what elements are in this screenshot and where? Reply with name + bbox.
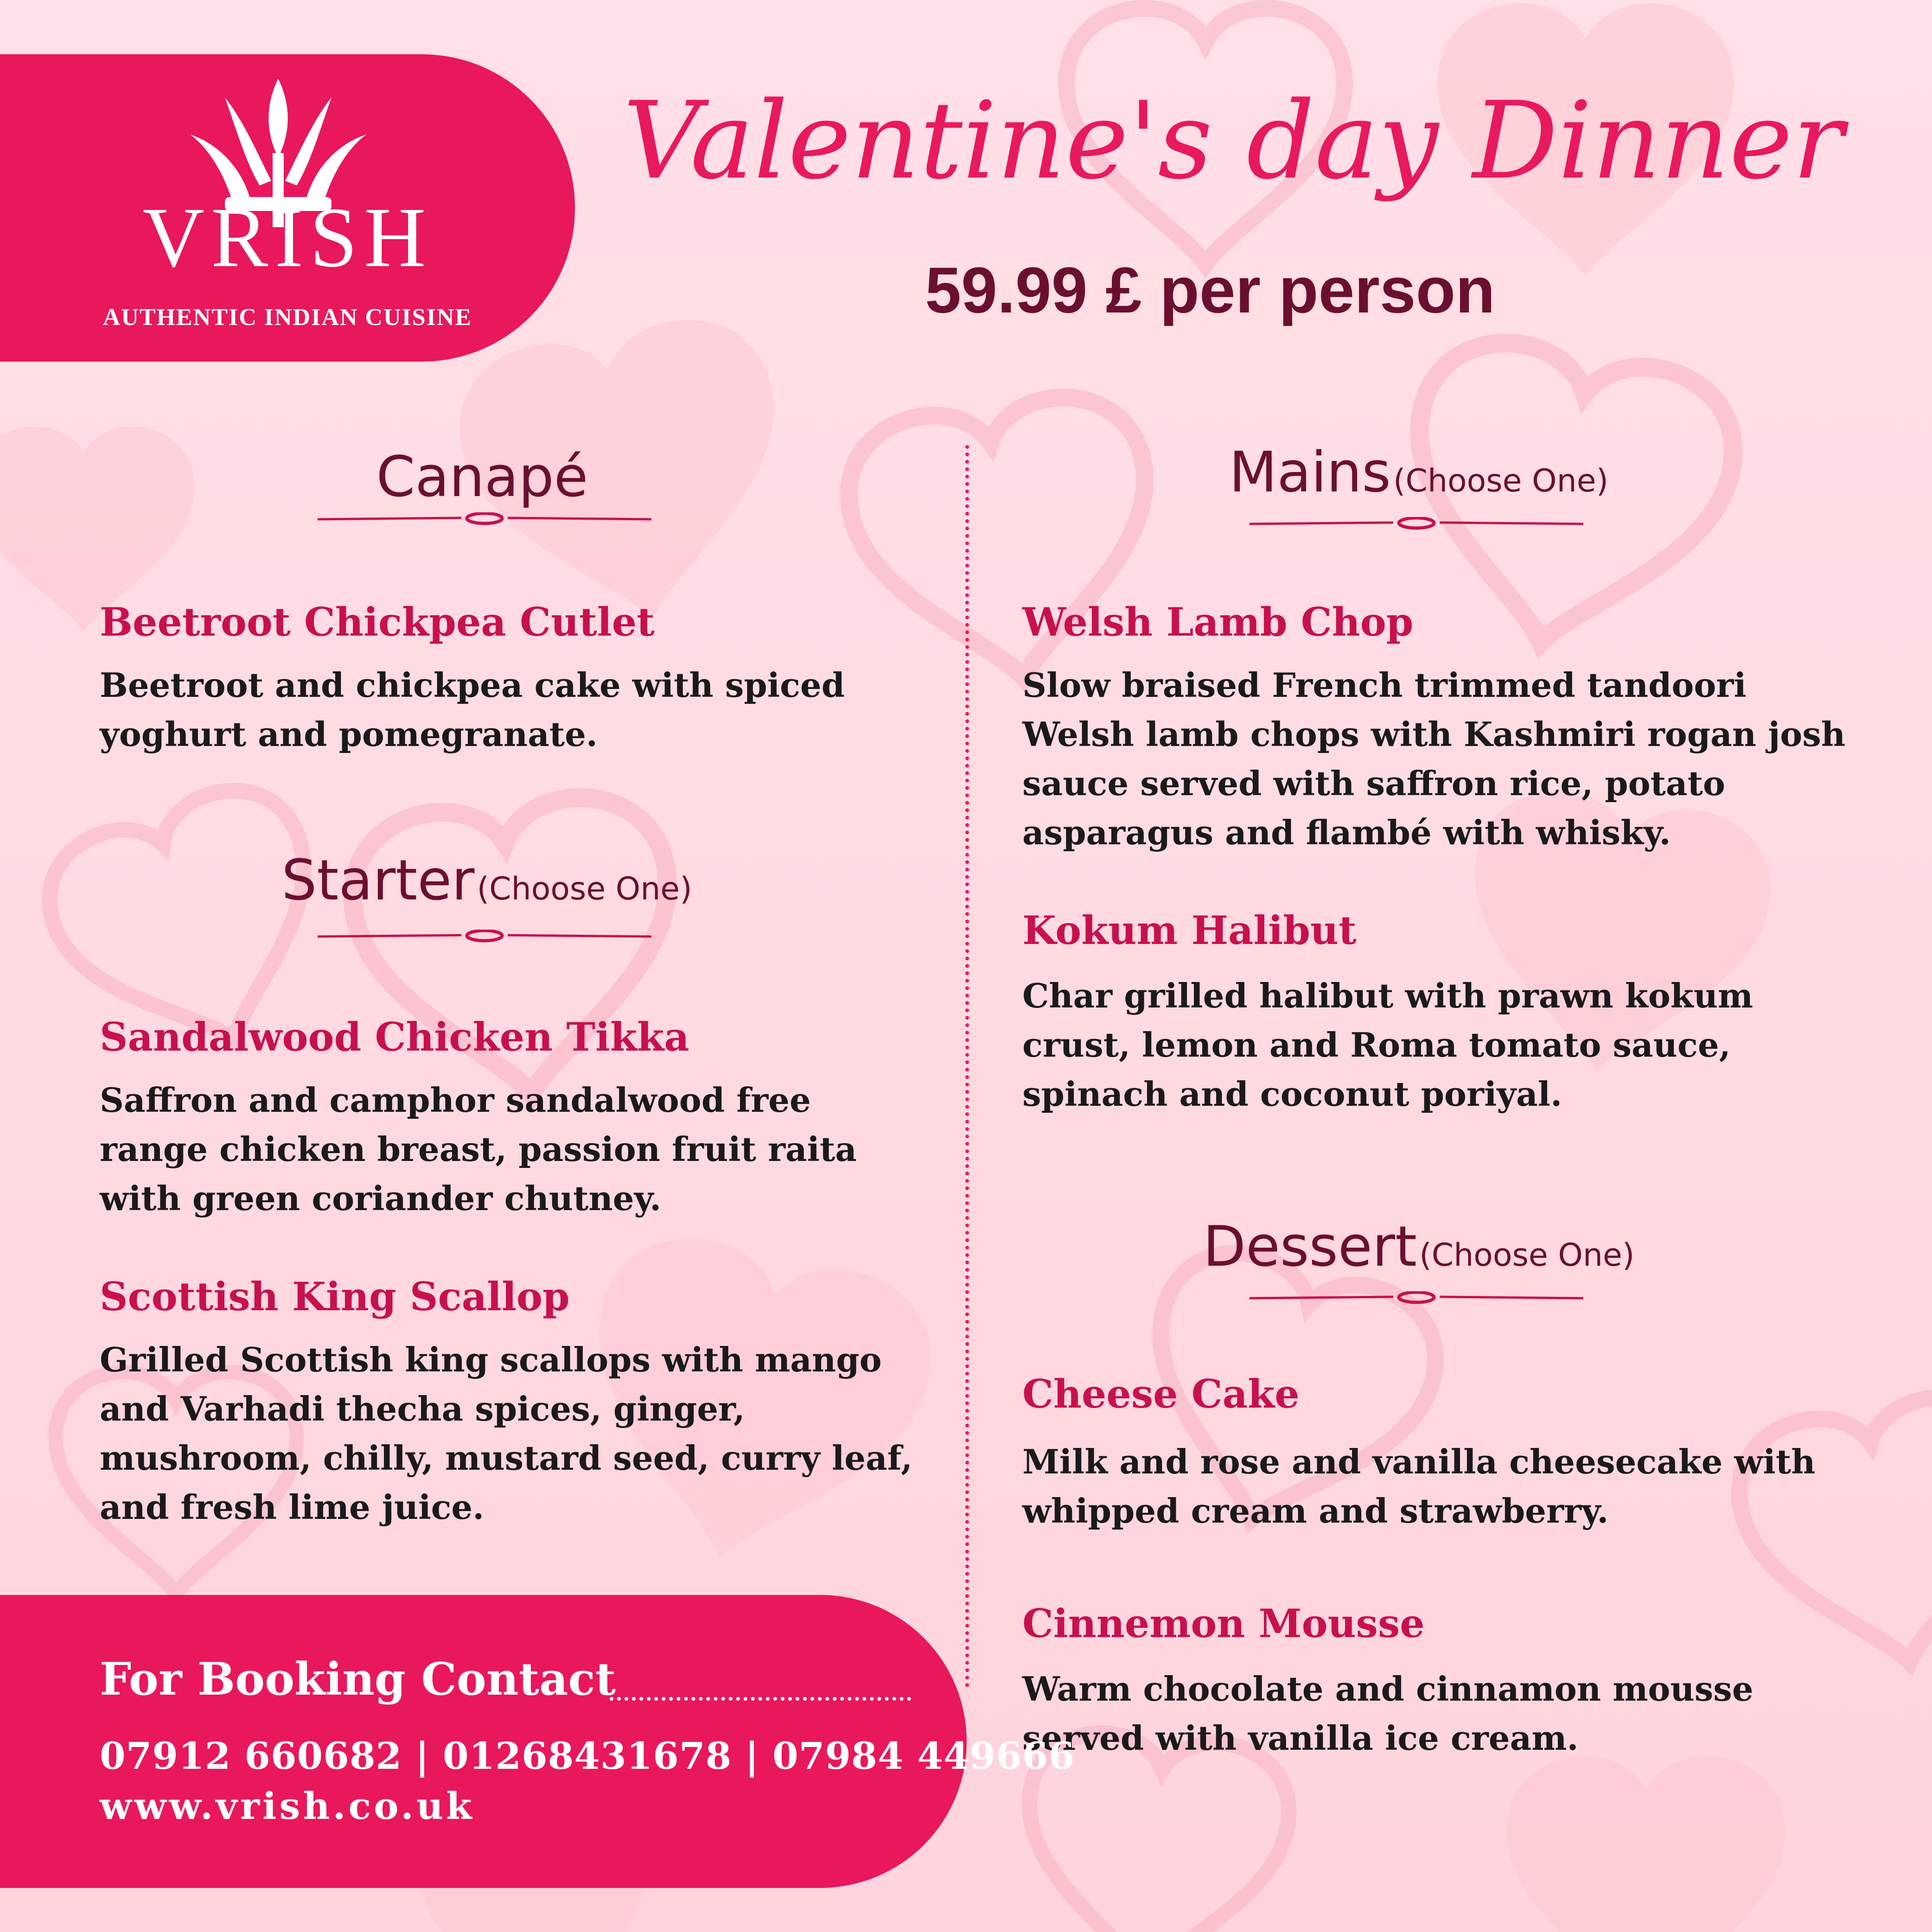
brand-tagline: AUTHENTIC INDIAN CUISINE	[102, 304, 472, 331]
booking-website-link[interactable]: www.vrish.co.uk	[100, 1784, 475, 1828]
item-name-cheesecake: Cheese Cake	[1022, 1371, 1300, 1417]
section-canape-heading	[287, 445, 677, 510]
item-desc-beetroot: Beetroot and chickpea cake with spiced yoghurt and pomegranate.	[100, 665, 845, 754]
item-name-halibut: Kokum Halibut	[1022, 907, 1357, 953]
section-title: Canapé	[376, 445, 588, 510]
item-name-mousse: Cinnemon Mousse	[1022, 1600, 1425, 1646]
section-note: (Choose One)	[1393, 463, 1609, 499]
item-desc-mousse: Warm chocolate and cinnamon mousse served with vanilla ice cream.	[1022, 1669, 1753, 1758]
brand-name: VRISH	[142, 190, 433, 285]
ornament-divider-icon	[1250, 517, 1583, 531]
booking-phone-numbers[interactable]: 07912 660682 | 01268431678 | 07984 449666	[100, 1734, 1075, 1778]
item-name-sandalwood: Sandalwood Chicken Tikka	[100, 1014, 689, 1060]
item-desc-lamb: Slow braised French trimmed tandoori Welsh lamb chops with Kashmiri rogan josh sauce served with saffron rice, potato asparagus and flambé with whisky.	[1022, 665, 1846, 852]
ornament-divider-icon	[318, 512, 651, 526]
item-name-scallop: Scottish King Scallop	[100, 1274, 570, 1320]
item-desc-sandalwood: Saffron and camphor sandalwood free range chicken breast, passion fruit raita with green coriander chutney.	[100, 1080, 857, 1218]
item-desc-scallop: Grilled Scottish king scallops with mango and Varhadi thecha spices, ginger, mushroom, chilly, mustard seed, curry leaf, and fresh lime juice.	[100, 1340, 913, 1527]
item-name-beetroot: Beetroot Chickpea Cutlet	[100, 599, 655, 645]
section-title: Mains	[1229, 440, 1391, 505]
item-desc-cheesecake: Milk and rose and vanilla cheesecake with whipped cream and strawberry.	[1022, 1442, 1816, 1530]
ornament-divider-icon	[318, 930, 651, 944]
booking-dotted-leader	[610, 1697, 911, 1701]
ornament-divider-icon	[1250, 1291, 1583, 1305]
section-mains-heading	[1196, 440, 1641, 505]
page-title: Valentine's day Dinner	[623, 79, 1844, 203]
price-per-person: 59.99 £ per person	[925, 254, 1495, 326]
booking-title: For Booking Contact	[100, 1653, 616, 1705]
section-starter-heading	[260, 848, 714, 913]
column-divider	[965, 445, 969, 1688]
section-note: (Choose One)	[477, 871, 692, 907]
section-title: Starter	[281, 848, 475, 913]
item-name-lamb: Welsh Lamb Chop	[1022, 599, 1414, 645]
section-dessert-heading	[1187, 1215, 1651, 1279]
section-note: (Choose One)	[1419, 1237, 1635, 1274]
section-title: Dessert	[1203, 1215, 1417, 1279]
item-desc-halibut: Char grilled halibut with prawn kokum crust, lemon and Roma tomato sauce, spinach and coconut poriyal.	[1022, 976, 1753, 1114]
